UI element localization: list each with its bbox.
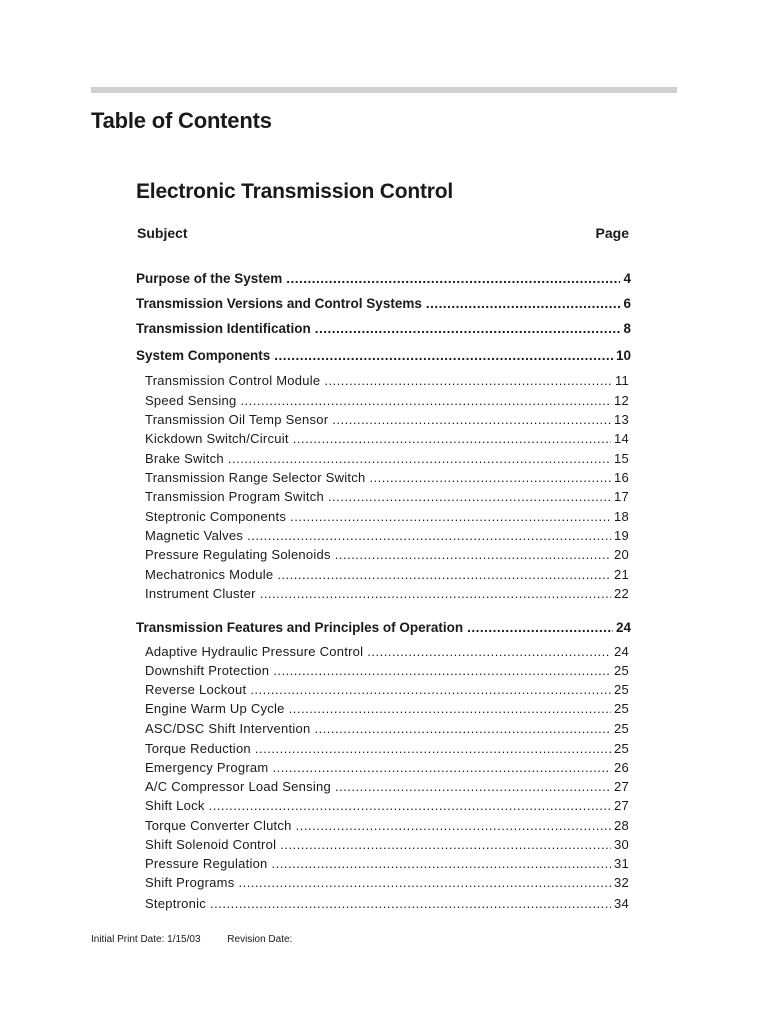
toc-entry-page: 6 — [623, 296, 631, 311]
dot-leader — [277, 566, 611, 584]
toc-entry-page: 24 — [614, 644, 629, 659]
toc-entry-label: Reverse Lockout — [145, 682, 247, 697]
dot-leader — [324, 372, 612, 390]
dot-leader — [274, 347, 613, 365]
footer — [91, 934, 292, 945]
dot-leader — [260, 585, 611, 603]
toc-entry — [145, 759, 629, 777]
page-column-header: Page — [595, 225, 629, 241]
toc-entry-label: Emergency Program — [145, 760, 269, 775]
toc-entry-page: 22 — [614, 586, 629, 601]
toc-entry-page: 16 — [614, 470, 629, 485]
toc-entry-label: A/C Compressor Load Sensing — [145, 779, 331, 794]
toc-entry — [145, 508, 629, 526]
toc-entry-page: 18 — [614, 509, 629, 524]
toc-entry-page: 31 — [614, 856, 629, 871]
dot-leader — [272, 855, 611, 873]
toc-entry — [145, 874, 629, 892]
dot-leader — [210, 895, 611, 913]
toc-entry-label: Transmission Features and Principles of Operation — [136, 620, 464, 635]
toc-entry-label: Transmission Control Module — [145, 373, 321, 388]
toc-entry — [145, 836, 629, 854]
toc-entry-page: 24 — [615, 620, 631, 635]
subject-column-header: Subject — [137, 225, 188, 241]
toc-entry — [145, 488, 629, 506]
toc-entry-page: 10 — [615, 348, 631, 363]
toc-entry-label: Brake Switch — [145, 451, 224, 466]
toc-entry — [145, 566, 629, 584]
dot-leader — [290, 508, 611, 526]
toc-entry — [145, 681, 629, 699]
toc-entry-page: 25 — [614, 721, 629, 736]
toc-entry-page: 13 — [614, 412, 629, 427]
dot-leader — [238, 874, 611, 892]
toc-entry-label: Transmission Oil Temp Sensor — [145, 412, 329, 427]
toc-entry — [145, 778, 629, 796]
toc-entry-page: 25 — [614, 741, 629, 756]
toc-entry-label: Steptronic Components — [145, 509, 287, 524]
toc-entry — [145, 720, 629, 738]
toc-entry — [145, 797, 629, 815]
print-date: Initial Print Date: 1/15/03 — [91, 934, 201, 945]
toc-entry — [145, 895, 629, 913]
toc-entry-page: 11 — [615, 373, 629, 388]
toc-entry — [145, 700, 629, 718]
toc-entry — [145, 585, 629, 603]
toc-entry-label: Kickdown Switch/Circuit — [145, 431, 289, 446]
toc-entry — [145, 450, 629, 468]
dot-leader — [255, 740, 611, 758]
toc-entry — [145, 372, 629, 390]
dot-leader — [286, 270, 620, 288]
toc-entry-label: Shift Lock — [145, 798, 205, 813]
toc-entry — [145, 662, 629, 680]
dot-leader — [426, 295, 621, 313]
toc-entry-page: 34 — [614, 896, 629, 911]
toc-entry-page: 19 — [614, 528, 629, 543]
toc-entry — [145, 546, 629, 564]
dot-leader — [272, 759, 611, 777]
toc-entry — [145, 643, 629, 661]
toc-entry-label: Transmission Identification — [136, 321, 311, 336]
dot-leader — [369, 469, 611, 487]
dot-leader — [273, 662, 611, 680]
toc-entry-label: Steptronic — [145, 896, 207, 911]
dot-leader — [209, 797, 611, 815]
toc-section — [136, 619, 631, 637]
toc-entry-label: Adaptive Hydraulic Pressure Control — [145, 644, 364, 659]
toc-entry — [145, 527, 629, 545]
toc-entry-label: Mechatronics Module — [145, 567, 274, 582]
toc-entry — [145, 430, 629, 448]
toc-entry-page: 12 — [614, 393, 629, 408]
toc-entry-page: 30 — [614, 837, 629, 852]
toc-entry-label: System Components — [136, 348, 271, 363]
dot-leader — [467, 619, 613, 637]
toc-entry-page: 28 — [614, 818, 629, 833]
toc-entry-page: 14 — [614, 431, 629, 446]
toc-section — [136, 347, 631, 365]
toc-section — [136, 270, 631, 288]
dot-leader — [289, 700, 611, 718]
dot-leader — [296, 817, 611, 835]
toc-entry-label: Purpose of the System — [136, 271, 283, 286]
toc-entry — [145, 469, 629, 487]
dot-leader — [247, 527, 611, 545]
dot-leader — [315, 320, 621, 338]
toc-entry — [145, 740, 629, 758]
document-subtitle: Electronic Transmission Control — [136, 180, 454, 203]
toc-entry — [145, 392, 629, 410]
toc-entry-label: ASC/DSC Shift Intervention — [145, 721, 311, 736]
toc-entry-page: 20 — [614, 547, 629, 562]
page-title: Table of Contents — [91, 108, 272, 133]
dot-leader — [314, 720, 611, 738]
toc-entry-label: Transmission Range Selector Switch — [145, 470, 366, 485]
dot-leader — [280, 836, 611, 854]
toc-section — [136, 320, 631, 338]
toc-entry-page: 15 — [614, 451, 629, 466]
toc-entry-label: Pressure Regulating Solenoids — [145, 547, 331, 562]
toc-entry — [145, 411, 629, 429]
toc-entry-label: Magnetic Valves — [145, 528, 244, 543]
toc-entry-label: Speed Sensing — [145, 393, 237, 408]
toc-entry-label: Torque Converter Clutch — [145, 818, 292, 833]
toc-section — [136, 295, 631, 313]
toc-entry-label: Engine Warm Up Cycle — [145, 701, 285, 716]
toc-entry-page: 27 — [614, 779, 629, 794]
toc-entry-label: Pressure Regulation — [145, 856, 268, 871]
toc-entry-page: 17 — [614, 489, 629, 504]
dot-leader — [367, 643, 611, 661]
toc-entry-page: 27 — [614, 798, 629, 813]
toc-entry-label: Transmission Versions and Control Systems — [136, 296, 422, 311]
toc-entry-page: 26 — [614, 760, 629, 775]
toc-entry-label: Shift Programs — [145, 875, 235, 890]
dot-leader — [293, 430, 611, 448]
toc-entry-page: 25 — [614, 701, 629, 716]
dot-leader — [335, 546, 611, 564]
toc-entry-label: Transmission Program Switch — [145, 489, 324, 504]
toc-entry-label: Instrument Cluster — [145, 586, 256, 601]
dot-leader — [228, 450, 611, 468]
toc-entry — [145, 817, 629, 835]
dot-leader — [335, 778, 611, 796]
revision-date: Revision Date: — [227, 934, 293, 945]
dot-leader — [332, 411, 611, 429]
toc-entry-label: Downshift Protection — [145, 663, 270, 678]
toc-entry-page: 4 — [623, 271, 631, 286]
dot-leader — [240, 392, 611, 410]
dot-leader — [328, 488, 611, 506]
toc-entry-page: 8 — [623, 321, 631, 336]
toc-entry — [145, 855, 629, 873]
toc-entry-label: Shift Solenoid Control — [145, 837, 277, 852]
toc-entry-page: 32 — [614, 875, 629, 890]
toc-entry-page: 21 — [614, 567, 629, 582]
toc-entry-label: Torque Reduction — [145, 741, 251, 756]
dot-leader — [250, 681, 611, 699]
toc-entry-page: 25 — [614, 663, 629, 678]
toc-entry-page: 25 — [614, 682, 629, 697]
